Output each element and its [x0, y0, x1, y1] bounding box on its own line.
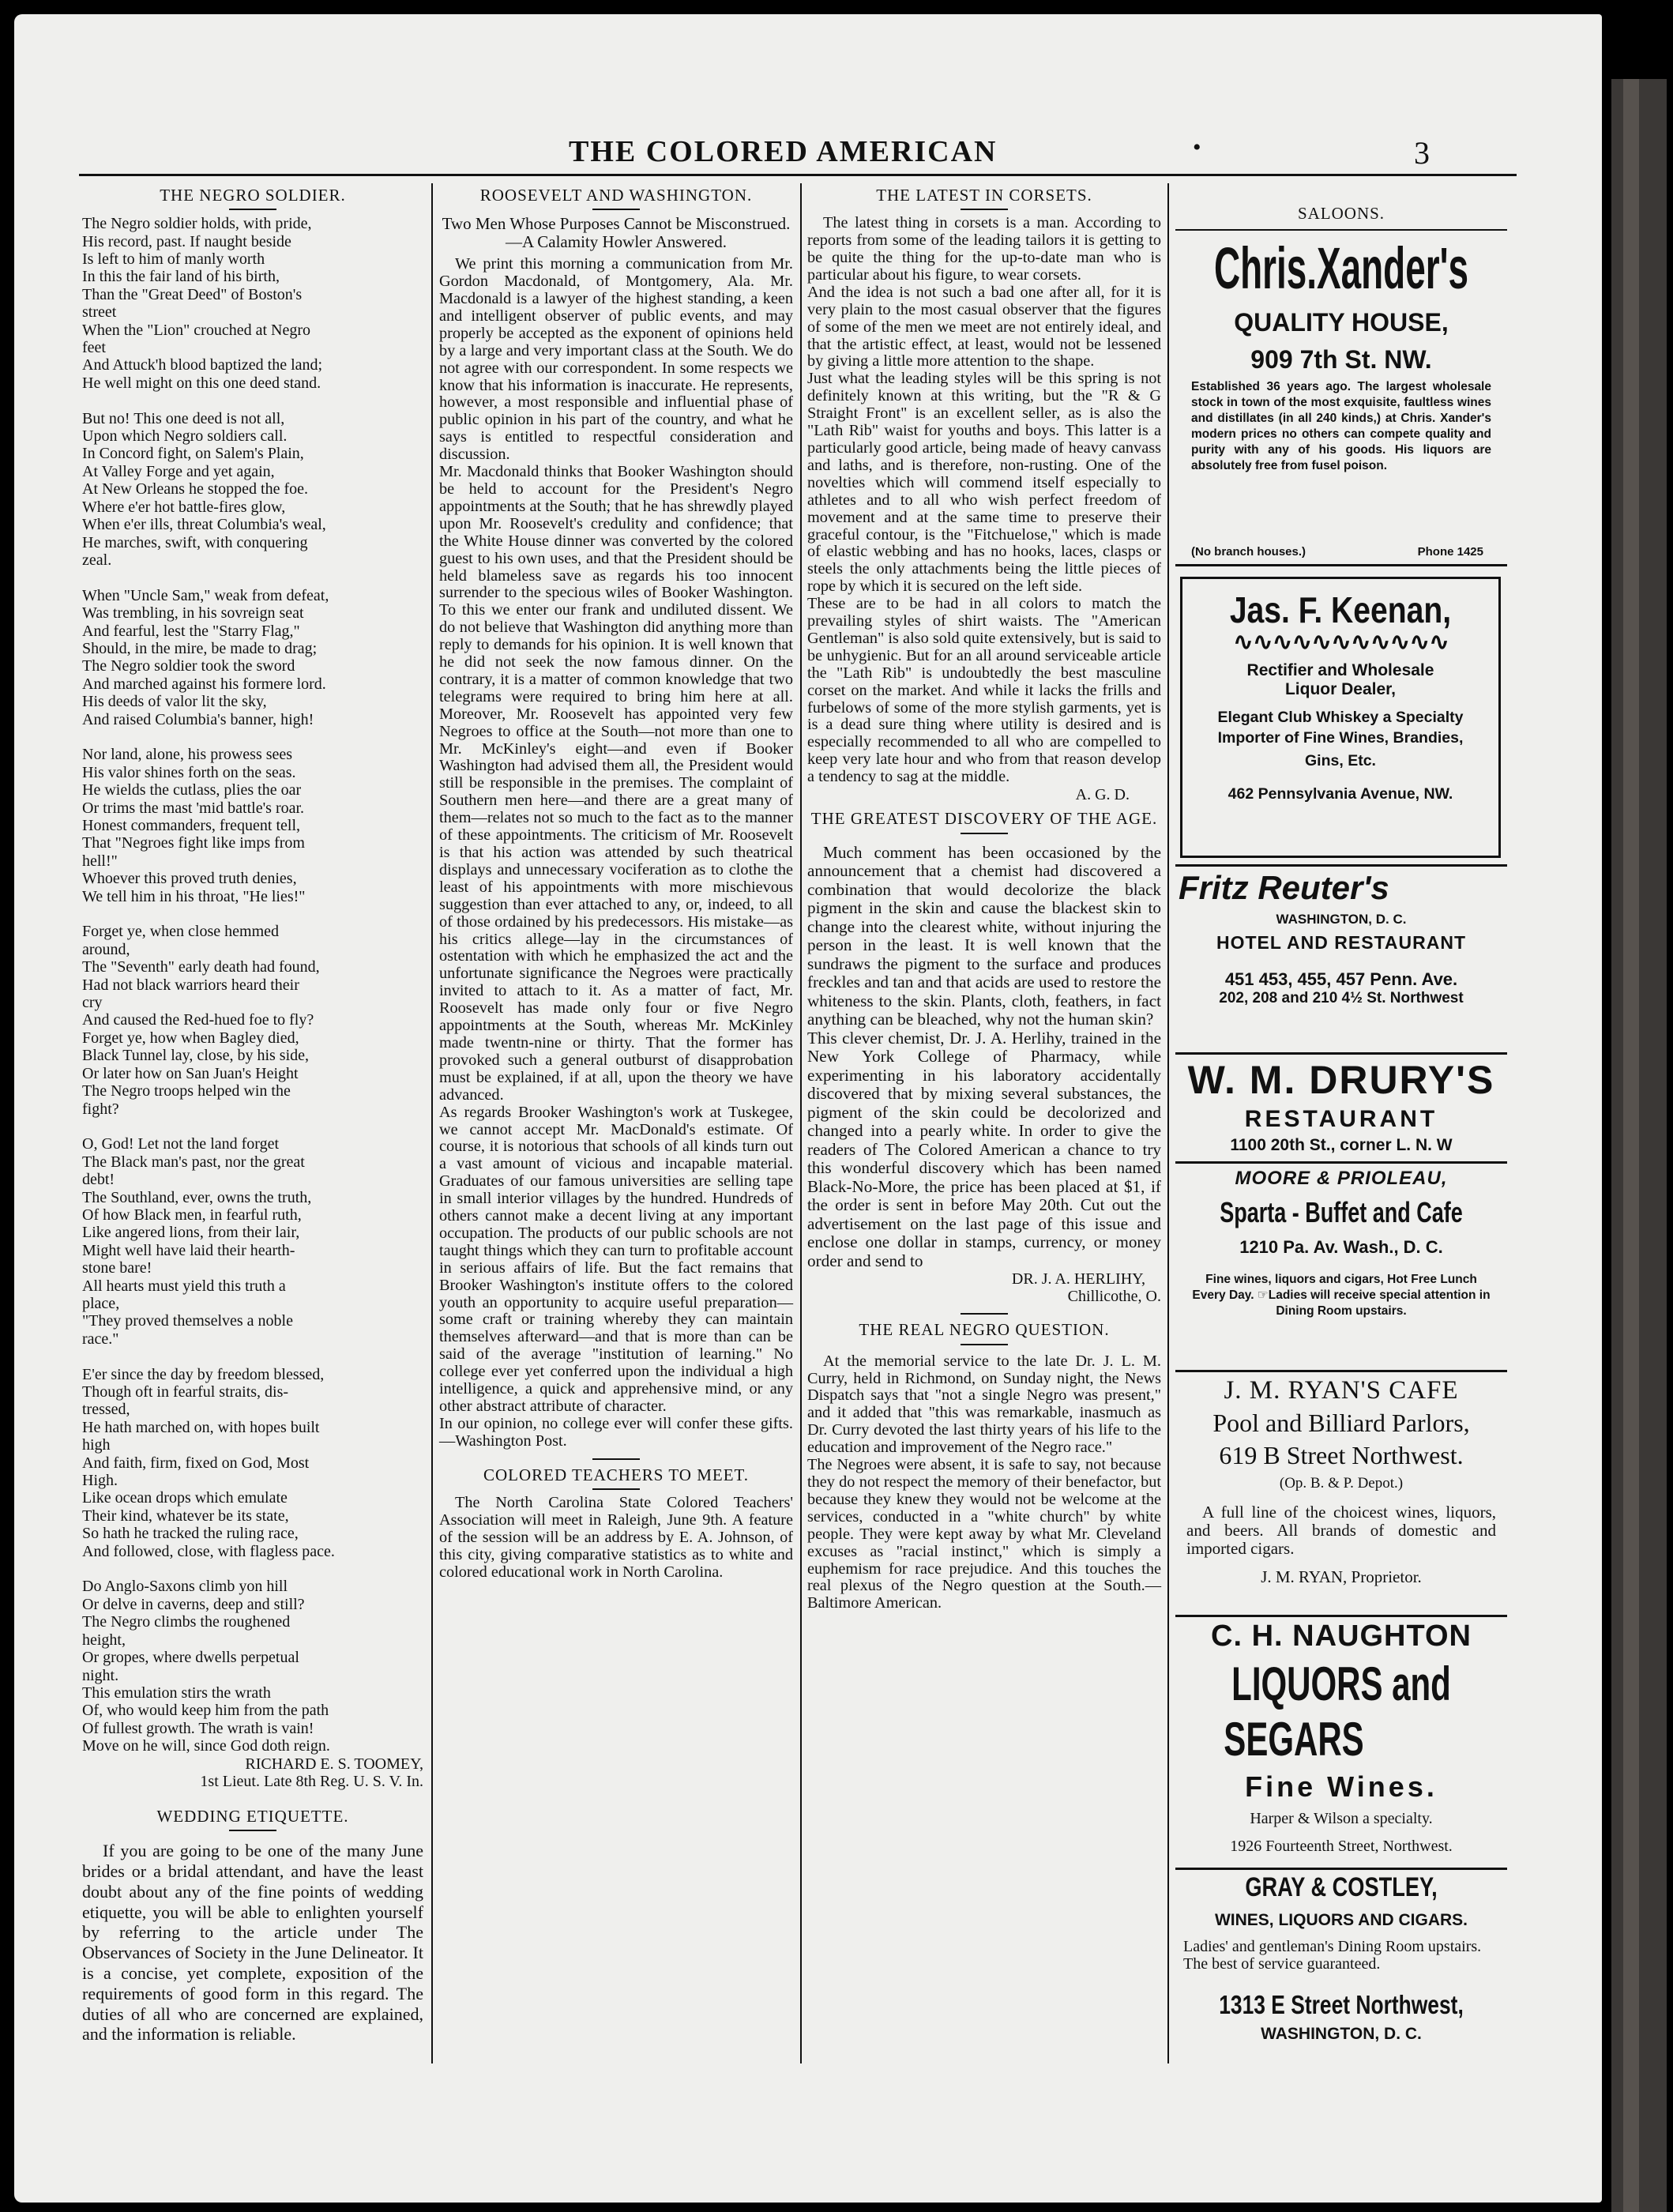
ad-name: W. M. DRURY'S	[1187, 1058, 1495, 1102]
article-subtitle-roosevelt: Two Men Whose Purposes Cannot be Misconstrued.—A Calamity Howler Answered.	[442, 214, 791, 252]
ad-line: WINES, LIQUORS AND CIGARS.	[1214, 1911, 1468, 1929]
ad-name: Chris.Xander's	[1214, 235, 1468, 301]
title-rule	[229, 1830, 276, 1831]
article-title-discovery: THE GREATEST DISCOVERY OF THE AGE.	[810, 809, 1158, 829]
article-title-roosevelt: ROOSEVELT AND WASHINGTON.	[479, 186, 753, 205]
title-rule	[229, 209, 276, 210]
ad-line: Sparta - Buffet and Cafe	[1220, 1196, 1463, 1228]
article-text-negro-question: At the memorial service to the late Dr. J. L. M. Curry, held in Richmond, on Sunday night, the News Dispatch says that "not a single Negro was present," and it added that "this was remarkable, inasmuch as Dr. Curry devoted the last thirty years of his life to the education and improvement of the Negro race." The Negroes were absent, it is safe to say, not because they do not respect the memory of their benefactor, but because they knew they would not be welcome at the services, conducted in a "white church" by white people. They were kept away by what Mr. Cleveland excuses as "racial instinct," which is simply a euphemism for race prejudice. And this touches the real plexus of the Negro question at the South.—Baltimore American.	[807, 1352, 1161, 1612]
column-rule-1	[431, 183, 433, 2063]
ad-name: C. H. NAUGHTON	[1211, 1620, 1472, 1653]
ad-rule	[1175, 564, 1507, 566]
ad-note: (Op. B. & P. Depot.)	[1279, 1475, 1404, 1492]
ad-proprietor: J. M. RYAN, Proprietor.	[1261, 1567, 1422, 1586]
column-1	[82, 186, 423, 2045]
title-rule	[592, 1488, 640, 1490]
article-rule	[592, 1458, 640, 1460]
column-rule-3	[1167, 183, 1169, 2063]
ad-city: WASHINGTON, D. C.	[1276, 912, 1407, 927]
ad-ch-naughton	[1175, 1620, 1507, 1868]
ad-address: 462 Pennsylvania Avenue, NW.	[1227, 785, 1453, 803]
ad-line: Rectifier and Wholesale	[1246, 661, 1434, 679]
ad-footnote: (No branch houses.)	[1191, 545, 1306, 559]
poem-title: THE NEGRO SOLDIER.	[160, 186, 346, 205]
ad-rule	[1175, 229, 1507, 231]
ad-line: Liquor Dealer,	[1284, 680, 1397, 698]
ad-rule	[1175, 1161, 1507, 1164]
wedding-title: WEDDING ETIQUETTE.	[156, 1806, 349, 1826]
article-signature-discovery: DR. J. A. HERLIHY,	[1011, 1270, 1145, 1288]
article-title-teachers: COLORED TEACHERS TO MEET.	[483, 1465, 750, 1484]
ad-gray-costley	[1175, 1872, 1507, 2070]
poem-text: The Negro soldier holds, with pride, His record, past. If naught beside Is left to him of manly worth In this the fair land of his birth, Than the "Great Deed" of Boston's street When the "Lion" crouched at Negro feet And Attuck'h blood baptized the land; He well might on this one deed stand. But no! This one deed is not all, Upon which Negro soldiers call. In Concord fight, on Salem's Plain, At Valley Forge and yet again, At New Orleans he stopped the foe. Where e'er hot battle-fires glow, When e'er ills, threat Columbia's weal, He marches, swift, with conquering zeal. When "Uncle Sam," weak from defeat, Was trembling, in his sovreign seat And fearful, lest the "Starry Flag," Should, in the mire, be made to drag; The Negro soldier took the sword And marched against his formere lord. His deeds of valor lit the sky, And raised Columbia's banner, high! Nor land, alone, his prowess sees His valor shines forth on the seas. He wields the cutlass, plies the oar Or trims the mast 'mid battle's roar. Honest commanders, frequent tell, That "Negroes fight like imps from hell!" Whoever this proved truth denies, We tell him in his throat, "He lies!" Forget ye, when close hemmed around, The "Seventh" early death had found, Had not black warriors heard their cry And caused the Red-hued foe to fly? Forget ye, how when Bagley died, Black Tunnel lay, close, by his side, Or later how on San Juan's Height The Negro troops helped win the fight? O, God! Let not the land forget The Black man's past, nor the great debt! The Southland, ever, owns the truth, Of how Black men, in fearful ruth, Like angered lions, from their lair, Might well have laid their hearth- stone bare! All hearts must yield this truth a place, "They proved themselves a noble race." E'er since the day by freedom blessed, Though oft in fearful straits, dis- tressed, He hath marched on, with hopes built high And faith, firm, fixed on God, Most High. Like ocean drops which emulate Their kind, whatever be its state, So hath he tracked the ruling race, And followed, close, with flagless pace. Do Anglo-Saxons climb yon hill Or delve in caverns, deep and still? The Negro climbs the roughened height, Or gropes, where dwells perpetual night. This emulation stirs the wrath Of, who would keep him from the path Of fullest growth. The wrath is vain! Move on he will, since God doth reign.	[82, 215, 335, 1755]
masthead-rule	[79, 174, 1517, 176]
ad-moore-prioleau	[1175, 1168, 1507, 1365]
ad-name: GRAY & COSTLEY,	[1245, 1872, 1438, 1902]
ad-chris-xander	[1175, 234, 1507, 566]
ad-wm-drury	[1175, 1057, 1507, 1160]
ad-text: A full line of the choicest wines, liquors, and beers. All brands of domestic and imported cigars.	[1186, 1503, 1496, 1558]
ad-rule	[1175, 1868, 1507, 1870]
binding-edge	[1611, 79, 1667, 2212]
ad-address: 1313 E Street Northwest,	[1219, 1990, 1464, 2019]
ad-address: 619 B Street Northwest.	[1219, 1441, 1464, 1469]
ad-rule	[1175, 1370, 1507, 1372]
ad-jas-keenan	[1180, 577, 1501, 858]
ad-line: LIQUORS and	[1231, 1657, 1451, 1710]
ad-city: WASHINGTON, D. C.	[1261, 2025, 1422, 2043]
ad-rule	[1175, 1052, 1507, 1055]
newspaper-title: THE COLORED AMERICAN	[569, 135, 998, 168]
ad-line: Fine Wines.	[1245, 1770, 1438, 1803]
ad-name: Fritz Reuter's	[1179, 869, 1389, 906]
ad-line: HOTEL AND RESTAURANT	[1216, 932, 1466, 953]
article-signature-location: Chillicothe, O.	[1067, 1288, 1161, 1306]
ad-line: SEGARS	[1224, 1713, 1364, 1766]
article-rule	[961, 1313, 1008, 1315]
poem-signature-rank: 1st Lieut. Late 8th Reg. U. S. V. In.	[200, 1772, 423, 1790]
poem-signature: RICHARD E. S. TOOMEY,	[245, 1755, 423, 1773]
article-title-negro-question: THE REAL NEGRO QUESTION.	[859, 1320, 1110, 1340]
ad-address: 909 7th St. NW.	[1250, 345, 1432, 374]
ad-rule	[1175, 864, 1507, 867]
ad-address: 451 453, 455, 457 Penn. Ave.	[1224, 969, 1458, 989]
saloons-heading: SALOONS.	[1297, 204, 1385, 223]
ad-phone: Phone 1425	[1417, 545, 1483, 559]
title-rule	[961, 209, 1008, 210]
masthead	[79, 134, 1517, 174]
ad-line: RESTAURANT	[1244, 1106, 1438, 1132]
ad-decoration: ∿∿∿∿∿∿∿∿∿∿∿	[1232, 627, 1449, 656]
article-text-corsets: The latest thing in corsets is a man. According to reports from some of the leading tailors it is getting to be quite the thing for the up-to-date man who is particular about his figure, to wear corsets. And the idea is not such a bad one after all, for it is very plain to the most casual observer that the figures of some of the men we meet are not entirely ideal, and that the artistic effect, at least, would not be lessened by giving a little more attention to the shape. Just what the leading styles will be this spring is not definitely known at this writing, but the "R & G Straight Front" is an excellent seller, as is also the "Lath Rib" waist for youths and boys. This latter is a particularly good article, being made of heavy canvass and laths, and is therefore, non-rusting. One of the novelties which will commend itself especially to athletes and to all who wish perfect freedom of movement and at the same time to preserve their graceful contour, is the "Fitchuelose," which is made of elastic webbing and has no hooks, laces, clasps or steels the only attachments being the little pieces of rope by which it is secured on the left side. These are to be had in all colors to match the prevailing styles of shirt waists. The "American Gentleman" is also sold quite extensively, but is said to be unhygienic. But for an all around serviceable article the "Lath Rib" is undoubtedly the best masculine corset on the market. And while it lacks the frills and furbelows of some of the more stylish garments, yet is is a dead sure thing where utility is desired and is especially recommended to all who are compelled to keep very late hour and who from that reason develop a tendency to sag at the middle.	[807, 214, 1161, 786]
ad-line: Pool and Billiard Parlors,	[1212, 1409, 1470, 1437]
ad-name: J. M. RYAN'S CAFE	[1224, 1376, 1459, 1405]
page-number: 3	[1414, 135, 1430, 171]
title-rule	[961, 1344, 1008, 1345]
ad-address: 1210 Pa. Av. Wash., D. C.	[1239, 1237, 1443, 1257]
column-2	[439, 186, 793, 1581]
ad-text: Established 36 years ago. The largest wholesale stock in town of the most exquisite, faultless wines and distillates (in all 240 kinds,) at Chris. Xander's modern prices no others can compete quality and purity with any of his goods. His liquors are absolutely free from fusel poison.	[1191, 380, 1491, 472]
ad-line: Importer of Fine Wines, Brandies, Gins, Etc.	[1217, 729, 1464, 769]
article-signature-corsets: A. G. D.	[1075, 786, 1130, 804]
ad-name: MOORE & PRIOLEAU,	[1235, 1168, 1448, 1189]
wedding-text: If you are going to be one of the many June brides or a bridal attendant, and have the least doubt about any of the fine points of wedding etiquette, you will be able to enlighten yourself by referring to the article under The Observances of Society in the June Delineator. It is a concise, yet complete, exposition of the requirements of good form in this regard. The duties of all who are concerned are explained, and the information is reliable.	[82, 1841, 423, 2045]
article-text-discovery: Much comment has been occasioned by the announcement that a chemist had discovered a combination that would decolorize the black pigment in the skin and cause the blackest skin to change into the clearest white, without injuring the person in the least. It is well known that the sundraws the pigment to the surface and produces freckles and tan and that acids are used to restore the whiteness to the skin. Plants, cloth, feathers, in fact anything can be bleached, why not the human skin? This clever chemist, Dr. J. A. Herlihy, trained in the New York College of Pharmacy, while experimenting in his laboratory accidentally discovered that by mixing several substances, the pigment of the skin could be decolorized and changed into a pearly white. In order to give the readers of The Colored American a chance to try this wonderful discovery which has been named Black-No-More, the price has been placed at $1, if the order is sent in before May 20th. Cut out the advertisement on the last page of this issue and enclose one dollar in stamps, currency, or money order and send to	[807, 842, 1161, 1270]
ad-line: Elegant Club Whiskey a Specialty	[1217, 709, 1464, 726]
ad-line: Harper & Wilson a specialty.	[1250, 1810, 1433, 1827]
ad-text: Ladies' and gentleman's Dining Room upstairs. The best of service guaranteed.	[1183, 1938, 1482, 1973]
title-rule	[961, 833, 1008, 834]
ad-text: Fine wines, liquors and cigars, Hot Free Lunch Every Day. ☞Ladies will receive special attention in Dining Room upstairs.	[1192, 1273, 1491, 1318]
article-text-teachers: The North Carolina State Colored Teachers' Association will meet in Raleigh, June 9th. A feature of the session will be an address by E. A. Johnson, of this city, giving comparative statistics as to white and colored educational work in North Carolina.	[439, 1493, 793, 1581]
article-text-roosevelt: We print this morning a communication from Mr. Gordon Macdonald, of Montgomery, Ala. Mr. Macdonald is a lawyer of the highest standing, a keen and intelligent observer of public events, and may properly be accepted as the exponent of opinions held by a large and very important class at the South. We do not agree with our correspondent. In some respects we know that his information is inaccurate. He represents, however, a most responsible and influential phase of public opinion in his part of the country, and what he says is entitled to respectful consideration and discussion. Mr. Macdonald thinks that Booker Washington should be held to account for the President's Negro appointments at the South; that he has shrewdly played upon Mr. Roosevelt's credulity and confidence; that the White House dinner was converted by the colored guest to his own uses, and that the President should be held blameless save as regards his too innocent surrender to the specious wiles of Booker Washington. To this we enter our frank and undiluted dissent. We do not believe that Washington did anything more than reply to demands for his opinion. It is well known that he did not seek the now famous dinner. On the contrary, it is a matter of common knowledge that two telegrams were required to bring him here at all. Moreover, Mr. Roosevelt has appointed very few Negroes to office at the South—not more than one to Mr. McKinley's eight—and even if Booker Washington had advised them all, the President would still be responsible in the premises. The complaint of Southern men here—and there are a great many of them—relates not so much to the fact as to the manner of these appointments. The criticism of Mr. Roosevelt is that his action was attended by such theatrical displays and unnecessary vociferation as to clothe the least of his appointments with more mischievous suggestion than ever attached to any, or, indeed, to all of those ordained by his predecessors. His mistake—as his critics allege—lay in the circumstances of ostentation with which he emphasized the act and the unfortunate significance the Negroes were practically invited to attach to it. As a matter of fact, Mr. Roosevelt has made only four or five Negro appointments at the South, whereas Mr. McKinley made twentn-nine or thirty. That the former has provoked such a general outburst of disapprobation must be explained, if at all, upon the theory we have advanced. As regards Brooker Washington's work at Tuskegee, we cannot accept Mr. MacDonald's estimate. Of course, it is notorious that schools of all kinds turn out a vast amount of vicious and incapable material. Graduates of our famous universities are selling tape in small interior villages by the hundred. Hundreds of others cannot make a decent living at any important occupation. The products of our public schools are not taught things which they can turn to profitable account in serious affairs of life. But the fact remains that Brooker Washington's institute offers to the colored youth an opportunity to acquire useful preparation—some craft or training whereby they can maintain themselves afterward—and that is more than can be said of the average "institution of learning." No college ever yet conferred upon the individual a high intelligence, a quick and apprehensive mind, or any other abstract attribute of character. In our opinion, no college ever will confer these gifts.—Washington Post.	[439, 255, 793, 1450]
ad-address: 1926 Fourteenth Street, Northwest.	[1230, 1838, 1453, 1855]
article-title-corsets: THE LATEST IN CORSETS.	[876, 186, 1092, 205]
title-rule	[592, 209, 640, 210]
binding-edge-highlight	[1623, 79, 1639, 2212]
ad-rule	[1175, 1615, 1507, 1617]
ad-address: 202, 208 and 210 4½ St. Northwest	[1219, 990, 1464, 1006]
ad-address: 1100 20th St., corner L. N. W	[1230, 1136, 1453, 1154]
ad-fritz-reuter	[1175, 869, 1507, 1051]
ad-line: QUALITY HOUSE,	[1234, 308, 1449, 337]
column-rule-2	[800, 183, 802, 2063]
ad-jm-ryan	[1175, 1376, 1507, 1621]
masthead-mark: •	[1193, 134, 1201, 160]
ad-name: Jas. F. Keenan,	[1229, 589, 1452, 630]
column-3	[807, 186, 1161, 1612]
